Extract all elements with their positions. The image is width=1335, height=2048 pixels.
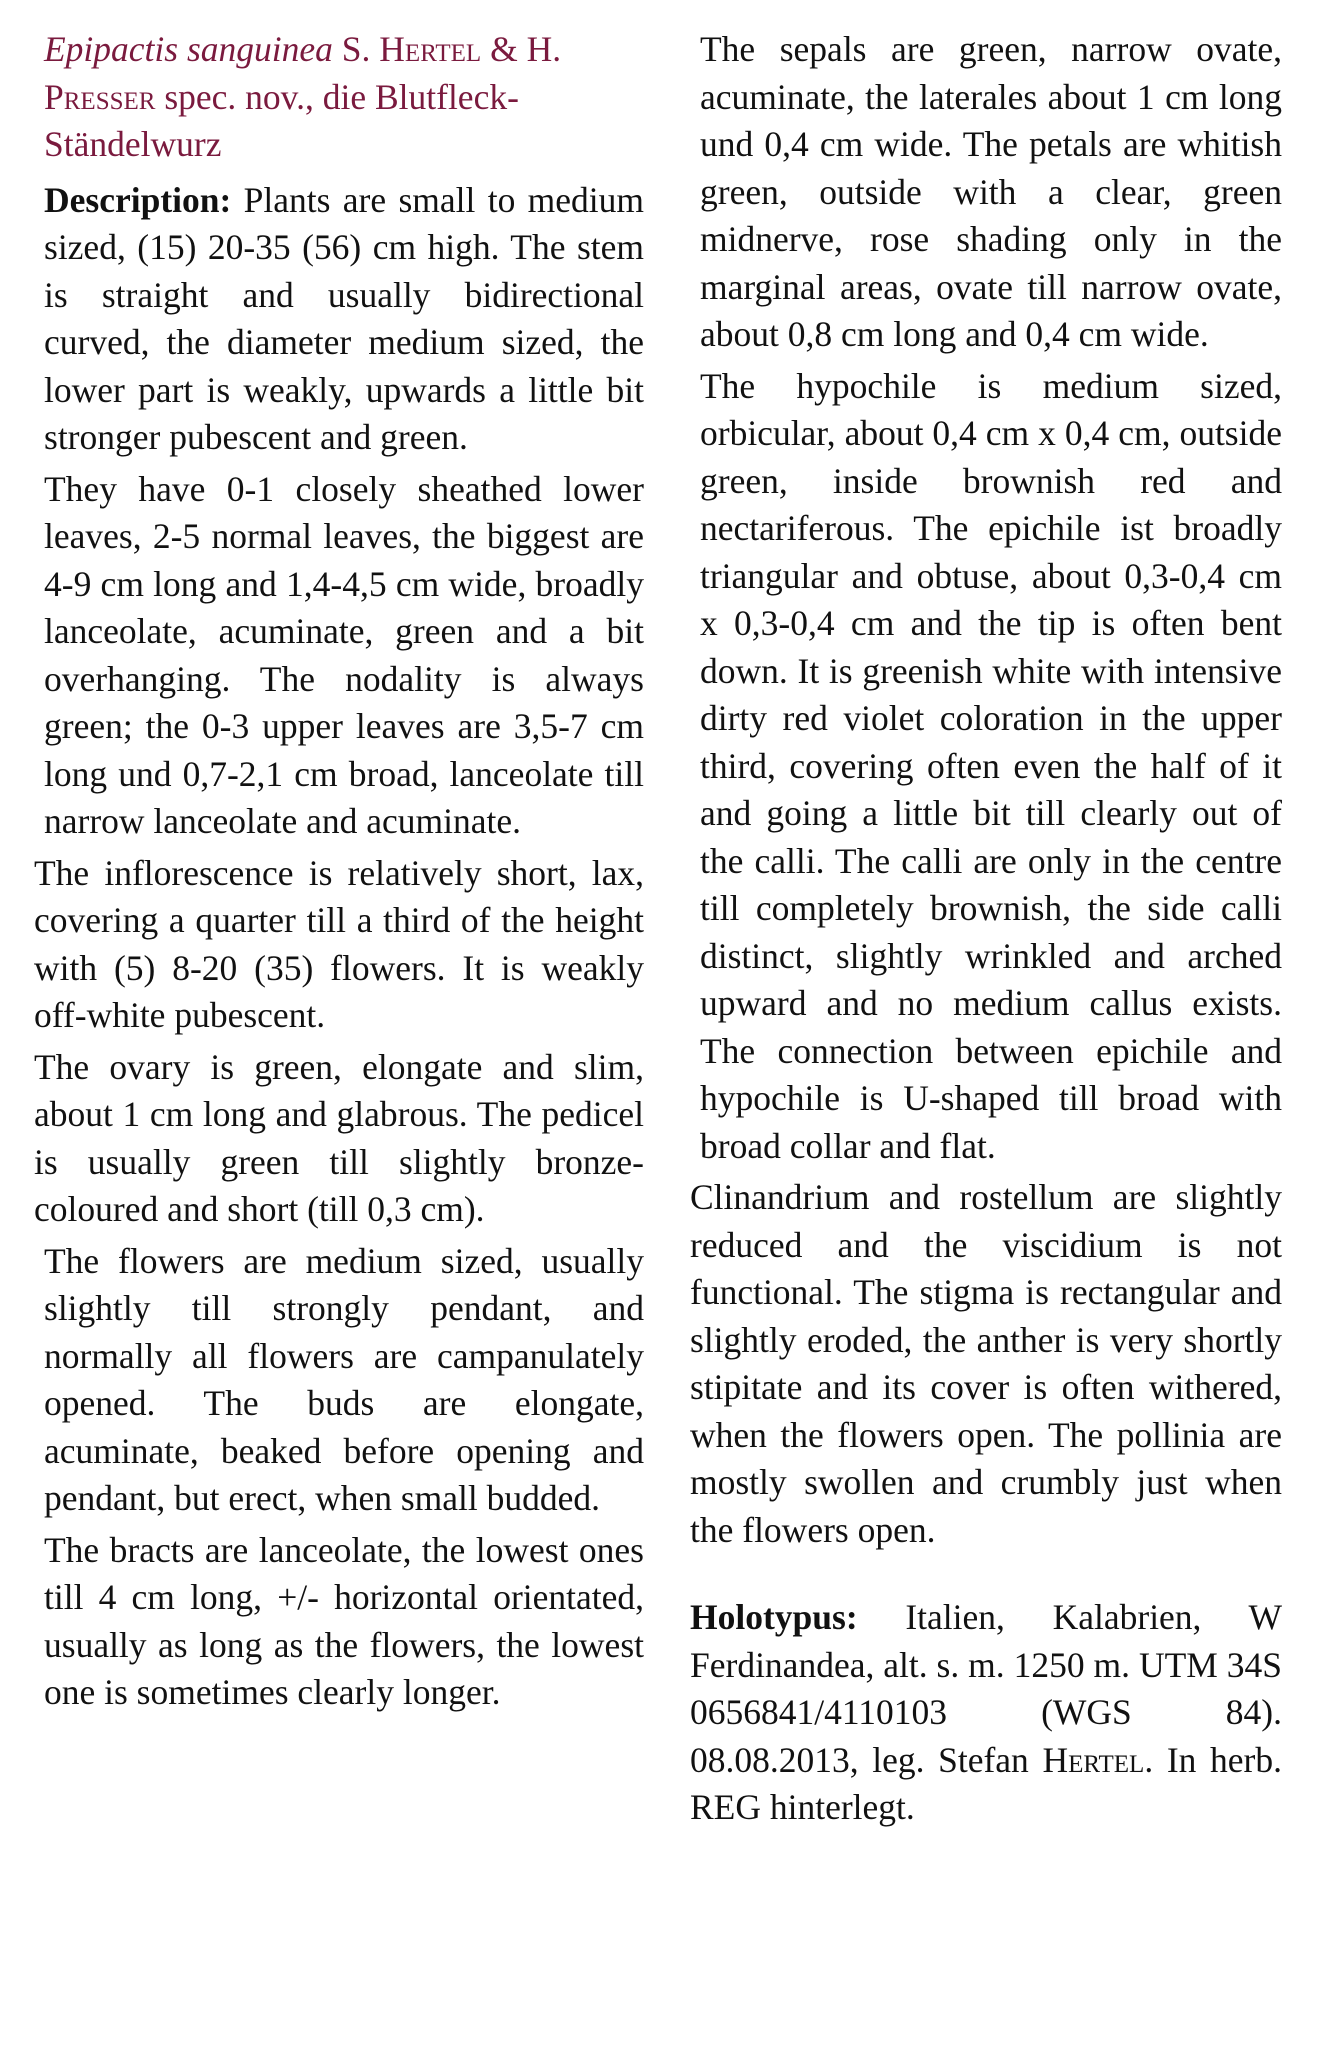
holotype-text-1: Italien, Kalabrien, W Ferdinandea, alt. s. m. 1250 m. UTM 34S 0656841/4110103 (WGS 84). 08.08.2013, leg. Stefan bbox=[690, 1597, 1282, 1780]
description-heading: Description: bbox=[44, 179, 232, 220]
hypochile-paragraph: The hypochile is medium sized, orbicular, about 0,4 cm x 0,4 cm, outside green, inside brownish red and nectariferous. The epichile ist broadly triangular and obtuse, about 0,3-0,4 cm x 0,3-0,4 cm and the tip is often bent down. It is greenish white with intensive dirty red violet coloration in the upper third, covering often even the half of it and going a little bit till clearly out of the calli. The calli are only in the centre till completely brownish, the side calli distinct, slightly wrinkled and arched upward and no medium callus exists. The connection between epichile and hypochile is U-shaped till broad with broad collar and flat. bbox=[700, 365, 1282, 1166]
holotype-paragraph bbox=[690, 1594, 1282, 1832]
flowers-paragraph: The flowers are medium sized, usually slightly till strongly pendant, and normally all flowers are campanulately opened. The buds are elongate, acuminate, beaked before opening and pendant, but erect, when small budded. bbox=[44, 1240, 644, 1518]
author2-surname: Presser bbox=[44, 76, 156, 117]
spacer bbox=[700, 1558, 1282, 1594]
ovary-paragraph: The ovary is green, elongate and slim, about 1 cm long and glabrous. The pedicel is usually green till slightly bronze-coloured and short (till 0,3 cm). bbox=[34, 1046, 644, 1229]
species-name: Epipactis sanguinea bbox=[44, 29, 333, 69]
right-column bbox=[690, 26, 1282, 1836]
clinandrium-paragraph: Clinandrium and rostellum are slightly reduced and the viscidium is not functional. The stigma is rectangular and slightly eroded, the anther is very shortly stipitate and its cover is often withered, when the flowers open. The pollinia are mostly swollen and crumbly just when the flowers open. bbox=[690, 1177, 1282, 1550]
species-title bbox=[44, 26, 644, 169]
title-rest: spec. nov., die Blutfleck-Ständelwurz bbox=[44, 76, 519, 164]
leaves-paragraph: They have 0-1 closely sheathed lower leaves, 2-5 normal leaves, the biggest are 4-9 cm long and 1,4-4,5 cm wide, broadly lanceolate, acuminate, green and a bit overhanging. The nodality is always green; the 0-3 upper leaves are 3,5-7 cm long und 0,7-2,1 cm broad, lanceolate till narrow lanceolate and acuminate. bbox=[44, 468, 644, 841]
sepals-paragraph: The sepals are green, narrow ovate, acuminate, the laterales about 1 cm long und 0,4 cm wide. The petals are whitish green, outside with a clear, green midnerve, rose shading only in the marginal areas, ovate till narrow ovate, about 0,8 cm long and 0,4 cm wide. bbox=[700, 29, 1282, 354]
author1-initial: S. bbox=[332, 29, 380, 69]
left-column bbox=[34, 26, 644, 1721]
description-text: Plants are small to medium sized, (15) 20-35 (56) cm high. The stem is straight and usually bidirectional curved, the diameter medium sized, the lower part is weakly, upwards a little bit stronger pubescent and green. bbox=[44, 179, 644, 457]
title-ampersand: & bbox=[481, 29, 527, 69]
holotype-text-2: . In herb. REG hinterlegt. bbox=[690, 1739, 1282, 1827]
description-paragraph bbox=[44, 177, 644, 462]
bracts-paragraph: The bracts are lanceolate, the lowest ones till 4 cm long, +/- horizontal orientated, usually as long as the flowers, the lowest one is sometimes clearly longer. bbox=[44, 1529, 644, 1712]
inflorescence-paragraph: The inflorescence is relatively short, lax, covering a quarter till a third of the height with (5) 8-20 (35) flowers. It is weakly off-white pubescent. bbox=[34, 852, 644, 1035]
author2-initial: H. bbox=[526, 29, 562, 69]
author1-surname: Hertel bbox=[379, 29, 482, 69]
holotype-heading: Holotypus: bbox=[690, 1597, 858, 1637]
holotype-surname: Hertel bbox=[1042, 1739, 1145, 1780]
